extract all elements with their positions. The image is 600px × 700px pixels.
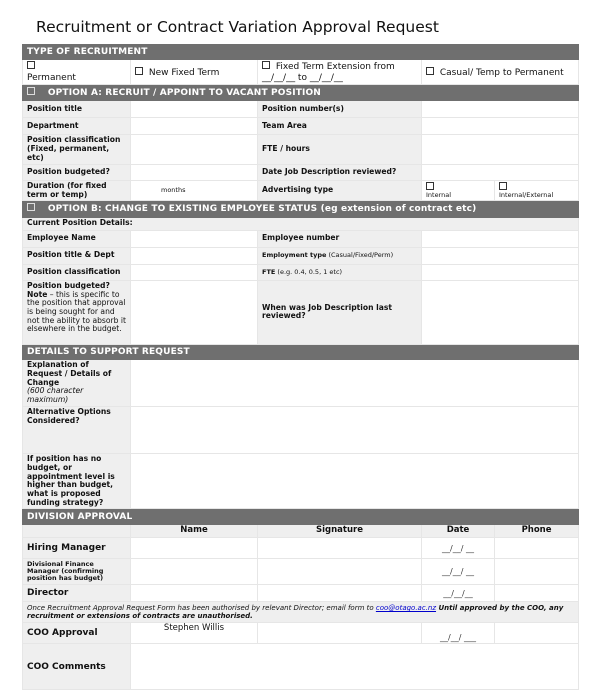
label-coo-comments: COO Comments bbox=[23, 644, 131, 690]
section-details: DETAILS TO SUPPORT REQUEST bbox=[23, 344, 579, 359]
coo-email-link[interactable]: coo@otago.ac.nz bbox=[375, 604, 437, 613]
field-employee-name[interactable] bbox=[131, 230, 258, 247]
field-b-fte[interactable] bbox=[422, 264, 579, 280]
label-explanation: Explanation of Request / Details of Change (600 character maximum) bbox=[23, 360, 131, 407]
field-dfm-date[interactable]: __/__/ __ bbox=[422, 559, 495, 585]
field-director-date[interactable]: __/__/__ bbox=[422, 585, 495, 602]
field-fte[interactable] bbox=[422, 135, 579, 164]
field-alternatives[interactable] bbox=[131, 407, 579, 454]
field-jd-reviewed[interactable] bbox=[422, 164, 579, 180]
label-title-dept: Position title & Dept bbox=[23, 247, 131, 264]
label-position-title: Position title bbox=[23, 101, 131, 118]
field-employment-type[interactable] bbox=[422, 247, 579, 264]
field-b-budgeted[interactable] bbox=[131, 280, 258, 344]
col-phone: Phone bbox=[495, 525, 579, 538]
checkbox-icon[interactable] bbox=[499, 182, 507, 190]
option-permanent[interactable]: Permanent bbox=[23, 60, 131, 85]
section-division-approval: DIVISION APPROVAL bbox=[23, 509, 579, 525]
label-coo-approval: COO Approval bbox=[23, 623, 131, 644]
label-advertising: Advertising type bbox=[258, 180, 422, 201]
field-position-numbers[interactable] bbox=[422, 101, 579, 118]
approval-form bbox=[22, 44, 579, 690]
option-internal[interactable]: Internal bbox=[422, 180, 495, 201]
field-dfm-name[interactable] bbox=[131, 559, 258, 585]
checkbox-icon[interactable] bbox=[426, 182, 434, 190]
field-team-area[interactable] bbox=[422, 118, 579, 135]
option-new-fixed-term[interactable]: New Fixed Term bbox=[131, 60, 258, 85]
checkbox-icon[interactable] bbox=[135, 67, 143, 75]
field-employee-number[interactable] bbox=[422, 230, 579, 247]
field-coo-phone[interactable] bbox=[495, 623, 579, 644]
field-dfm-signature[interactable] bbox=[258, 559, 422, 585]
page-title: Recruitment or Contract Variation Approval Request bbox=[36, 18, 439, 36]
label-budgeted: Position budgeted? bbox=[23, 164, 131, 180]
field-position-title[interactable] bbox=[131, 101, 258, 118]
label-classification: Position classification (Fixed, permanent, etc) bbox=[23, 135, 131, 164]
label-b-classification: Position classification bbox=[23, 264, 131, 280]
label-director: Director bbox=[23, 585, 131, 602]
label-employee-name: Employee Name bbox=[23, 230, 131, 247]
option-fixed-term-extension[interactable]: Fixed Term Extension from __/__/__ to __/__/__ bbox=[258, 60, 422, 85]
label-jd-reviewed: Date Job Description reviewed? bbox=[258, 164, 422, 180]
field-director-phone[interactable] bbox=[495, 585, 579, 602]
field-department[interactable] bbox=[131, 118, 258, 135]
col-signature: Signature bbox=[258, 525, 422, 538]
option-casual-to-permanent[interactable]: Casual/ Temp to Permanent bbox=[422, 60, 579, 85]
label-duration: Duration (for fixed term or temp) bbox=[23, 180, 131, 201]
col-name: Name bbox=[131, 525, 258, 538]
field-no-budget[interactable] bbox=[131, 454, 579, 509]
field-title-dept[interactable] bbox=[131, 247, 258, 264]
field-coo-date[interactable]: __/__/ ___ bbox=[422, 623, 495, 644]
option-internal-external[interactable]: Internal/External bbox=[495, 180, 579, 201]
checkbox-icon[interactable] bbox=[27, 61, 35, 69]
field-hm-phone[interactable] bbox=[495, 538, 579, 559]
label-fte: FTE / hours bbox=[258, 135, 422, 164]
field-hm-date[interactable]: __/__/ __ bbox=[422, 538, 495, 559]
field-director-signature[interactable] bbox=[258, 585, 422, 602]
checkbox-icon[interactable] bbox=[262, 61, 270, 69]
section-option-b[interactable]: OPTION B: CHANGE TO EXISTING EMPLOYEE STATUS (eg extension of contract etc) bbox=[23, 201, 579, 217]
label-current-position: Current Position Details: bbox=[23, 217, 579, 230]
field-coo-signature[interactable] bbox=[258, 623, 422, 644]
coo-name: Stephen Willis bbox=[131, 623, 258, 644]
label-b-fte: FTE (e.g. 0.4, 0.5, 1 etc) bbox=[258, 264, 422, 280]
label-team-area: Team Area bbox=[258, 118, 422, 135]
field-dfm-phone[interactable] bbox=[495, 559, 579, 585]
checkbox-icon[interactable] bbox=[426, 67, 434, 75]
label-b-budgeted: Position budgeted? Note – this is specific to the position that approval is being sought for and not the ability to absorb it elsewhere in the budget. bbox=[23, 280, 131, 344]
label-employment-type: Employment type (Casual/Fixed/Perm) bbox=[258, 247, 422, 264]
label-department: Department bbox=[23, 118, 131, 135]
months-unit: months bbox=[161, 185, 186, 194]
section-option-a[interactable]: OPTION A: RECRUIT / APPOINT TO VACANT POSITION bbox=[23, 85, 579, 101]
label-position-numbers: Position number(s) bbox=[258, 101, 422, 118]
coo-note: Once Recruitment Approval Request Form has been authorised by relevant Director; email form to coo@otago.ac.nz Until approved by the COO, any recruitment or extensions of contracts are unauthorised. bbox=[23, 602, 579, 623]
field-hm-signature[interactable] bbox=[258, 538, 422, 559]
field-hm-name[interactable] bbox=[131, 538, 258, 559]
field-explanation[interactable] bbox=[131, 360, 579, 407]
label-alternatives: Alternative Options Considered? bbox=[23, 407, 131, 454]
label-employee-number: Employee number bbox=[258, 230, 422, 247]
field-coo-comments[interactable] bbox=[131, 644, 579, 690]
section-type-of-recruitment: TYPE OF RECRUITMENT bbox=[23, 45, 579, 60]
corner bbox=[23, 525, 131, 538]
checkbox-icon[interactable] bbox=[27, 87, 35, 95]
field-b-classification[interactable] bbox=[131, 264, 258, 280]
label-dfm: Divisional Finance Manager (confirming position has budget) bbox=[23, 559, 131, 585]
field-classification[interactable] bbox=[131, 135, 258, 164]
field-duration[interactable] bbox=[131, 180, 258, 201]
field-jd-last[interactable] bbox=[422, 280, 579, 344]
label-jd-last: When was Job Description last reviewed? bbox=[258, 280, 422, 344]
field-director-name[interactable] bbox=[131, 585, 258, 602]
label-no-budget: If position has no budget, or appointment level is higher than budget, what is proposed funding strategy? bbox=[23, 454, 131, 509]
label-hiring-manager: Hiring Manager bbox=[23, 538, 131, 559]
col-date: Date bbox=[422, 525, 495, 538]
field-budgeted[interactable] bbox=[131, 164, 258, 180]
checkbox-icon[interactable] bbox=[27, 203, 35, 211]
